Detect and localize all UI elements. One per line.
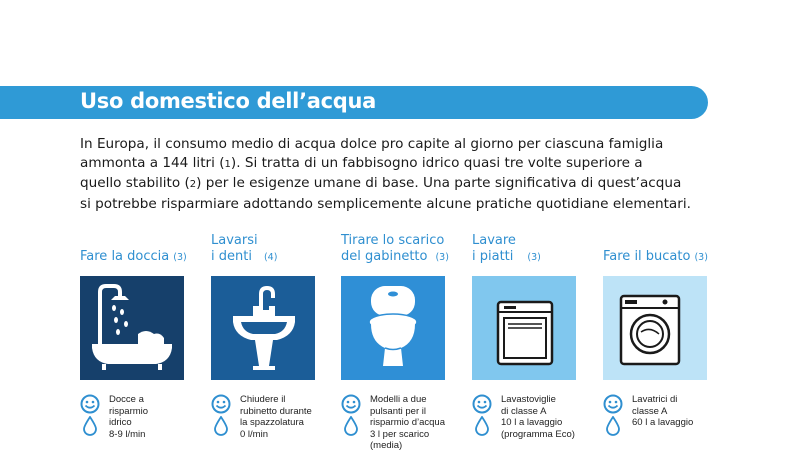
tip-line: Lavastoviglie [501, 394, 556, 405]
footnote-ref: (3) [173, 252, 187, 263]
tip-line: 0 l/min [240, 428, 268, 440]
footnote-ref: (3) [527, 252, 541, 263]
water-drop-icon [344, 416, 358, 436]
activity-title [603, 249, 708, 266]
tip-line: la spazzolatura [240, 417, 304, 429]
tip-line: Docce a [109, 394, 144, 405]
tip-text [109, 394, 214, 440]
activity-toilet [341, 0, 461, 450]
activity-title [341, 233, 449, 266]
activity-title-line: Fare il bucato [603, 249, 691, 264]
water-drop-icon [214, 416, 228, 436]
footnote-ref: (4) [263, 252, 278, 263]
activity-dishes [472, 0, 592, 450]
toilet-icon [341, 276, 445, 380]
activity-title-line: Tirare lo scarico [341, 233, 445, 248]
activity-title-line: i piatti [472, 249, 514, 264]
activity-laundry [603, 0, 723, 450]
intro-text: quello stabilito ( [80, 175, 190, 191]
activity-title-line: Lavarsi [211, 233, 258, 248]
footnote-ref: (3) [435, 252, 449, 263]
activity-teeth [211, 0, 331, 450]
activity-title-line: i denti [211, 249, 252, 264]
tip-line: risparmio d’acqua [370, 417, 445, 429]
footnote-ref: 2 [189, 179, 197, 190]
intro-text: ). Si tratta di un fabbisogno idrico quasi tre volte superiore a [230, 154, 643, 171]
activity-title-line: Fare la doccia [80, 249, 170, 264]
tip-text [370, 394, 475, 452]
tip-line: (media) [370, 440, 403, 452]
footnote-ref: 1 [224, 158, 231, 170]
activity-title [211, 233, 277, 266]
tip-line: classe A [632, 405, 668, 417]
tip-line: 60 l a lavaggio [632, 417, 694, 429]
smiley-icon [341, 394, 361, 414]
page-title: Uso domestico dell’acqua [80, 89, 377, 113]
tile-background [80, 276, 184, 380]
intro-line: si potrebbe risparmiare adottando semplicemente alcune pratiche quotidiane elementari. [80, 195, 691, 212]
tip-line: 10 l a lavaggio [501, 417, 563, 429]
tip-text [501, 394, 606, 440]
intro-text: ammonta a 144 litri ( [80, 154, 225, 171]
water-drop-icon [83, 416, 97, 436]
tip-line: 8-9 l/min [109, 428, 146, 440]
intro-text: ) per le esigenze umane di base. Una parte significativa di quest’acqua [196, 175, 682, 191]
tip-text [632, 394, 737, 429]
shower-icon [80, 276, 184, 380]
activity-title-line: del gabinetto [341, 249, 428, 264]
tip-line: Modelli a due [370, 394, 427, 405]
smiley-icon [603, 394, 623, 414]
water-drop-icon [606, 416, 620, 436]
activity-title [472, 233, 541, 266]
tip-text [240, 394, 345, 440]
tip-line: rubinetto durante [240, 405, 312, 417]
tip-line: risparmio [109, 405, 149, 417]
activity-shower [80, 0, 200, 450]
activity-title [80, 249, 187, 266]
washing-machine-icon [603, 276, 707, 380]
sink-icon [211, 276, 315, 380]
smiley-icon [211, 394, 231, 414]
tip-line: di classe A [501, 405, 547, 417]
intro-line: In Europa, il consumo medio di acqua dolce pro capite al giorno per ciascuna famiglia [80, 136, 664, 152]
dishwasher-icon [472, 276, 576, 380]
smiley-icon [80, 394, 100, 414]
water-drop-icon [475, 416, 489, 436]
tip-line: pulsanti per il [370, 405, 426, 417]
smiley-icon [472, 394, 492, 414]
tip-line: idrico [109, 417, 132, 429]
tip-line: Lavatrici di [632, 394, 678, 405]
tip-line: Chiudere il [240, 394, 286, 405]
tip-line: (programma Eco) [501, 428, 575, 440]
footnote-ref: (3) [694, 252, 708, 263]
activity-title-line: Lavare [472, 233, 516, 248]
tip-line: 3 l per scarico [370, 428, 430, 440]
